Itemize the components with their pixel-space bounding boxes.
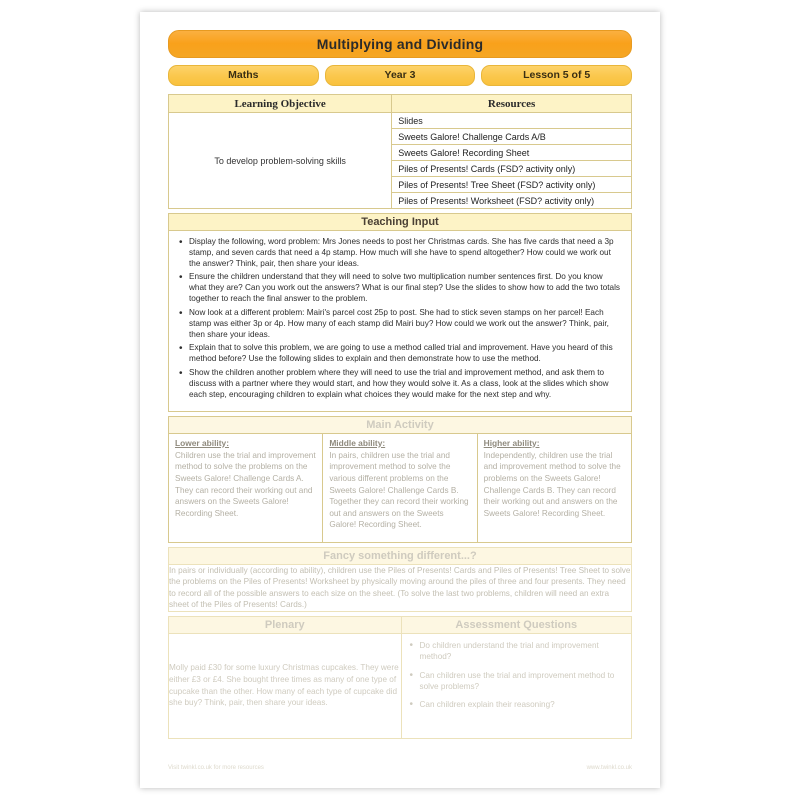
header-main-activity: Main Activity — [169, 416, 632, 433]
assessment-cell — [401, 633, 632, 738]
plenary-text: Molly paid £30 for some luxury Christmas cupcakes. They were either £3 or £4. She bought three times as many of one type of cupcake than the other. How many of each type of cupcake did she buy? Think, pair, then share your ideas. — [169, 633, 402, 738]
teaching-input-list — [169, 231, 631, 411]
header-fancy-something-different: Fancy something different...? — [169, 547, 632, 564]
document-page — [140, 12, 660, 788]
meta-pill-subject: Maths — [168, 65, 319, 86]
assessment-question-list — [402, 634, 632, 738]
ability-text-higher: Independently, children use the trial and improvement method to solve the problems on the Sweets Galore! Challenge Cards B. They can record their working out and answers on the Sweets Galore! Recording Sheet. — [483, 450, 621, 518]
teaching-input-item: • Now look at a different problem: Mairi's parcel cost 25p to post. She had to stick seven stamps on her parcel! Each stamp was either 3p or 4p. How many of each stamp did Mairi buy? How could we work out the answer? Think, pair, then share your ideas. — [179, 308, 621, 340]
fancy-something-different-text: In pairs or individually (according to ability), children use the Piles of Presents! Cards and Piles of Presents! Tree Sheet to solve the problems on the Piles of Presents! Worksheet by physically moving around the piles of three and four presents. They need to record all of the possible answers to each size on the sheet. (To solve the last two problems, children will need an extra sheet of the Piles of Presents! Cards.) — [169, 565, 631, 610]
teaching-input-table — [168, 213, 632, 412]
ability-label-higher: Higher ability: — [483, 437, 540, 448]
footer-left-text: Visit twinkl.co.uk for more resources — [168, 764, 264, 771]
page-title: Multiplying and Dividing — [168, 30, 632, 58]
ability-text-lower: Children use the trial and improvement method to solve the problems on the Sweets Galore! Challenge Cards A. They can record their working out and answers on the Sweets Galore! Recording Sheet. — [175, 450, 316, 518]
resource-item: Piles of Presents! Worksheet (FSD? activity only) — [398, 195, 595, 206]
main-activity-lower-cell — [169, 433, 323, 542]
header-assessment-questions: Assessment Questions — [401, 616, 632, 633]
teaching-input-item: • Display the following, word problem: Mrs Jones needs to post her Christmas cards. She has five cards that need a 3p stamp, and seven cards that need a 4p stamp. How much will she have to spend altogether? How could we work out the answer? Think, pair, then share your ideas. — [179, 237, 621, 269]
page-footer — [168, 765, 632, 771]
teaching-input-item: • Show the children another problem where they will need to use the trial and improvement method, and ask them to discuss with a partner where they would start, and how they would solve it. As a class, look at the slides which show each step, encouraging children to explain what choices they would make for the next step and why. — [179, 368, 621, 400]
meta-pill-lesson: Lesson 5 of 5 — [481, 65, 632, 86]
resource-item: Piles of Presents! Tree Sheet (FSD? activity only) — [392, 177, 631, 193]
assessment-question-item: • Do children understand the trial and improvement method? — [410, 640, 624, 663]
fancy-something-different-table — [168, 547, 632, 612]
main-activity-table — [168, 416, 632, 543]
ability-label-middle: Middle ability: — [329, 437, 386, 448]
main-activity-middle-cell — [323, 433, 477, 542]
ability-label-lower: Lower ability: — [175, 437, 229, 448]
ability-text-middle: In pairs, children use the trial and improvement method to solve the various different problems on the Sweets Galore! Challenge Cards B. Together they can record their working out and answers on the Sweets Galore! Recording Sheet. — [329, 450, 469, 530]
objective-resources-table — [168, 94, 632, 209]
teaching-input-item: • Explain that to solve this problem, we are going to use a method called trial and improvement. Have you heard of this method before? Use the following slides to explain and then demonstrate how to use the method. — [179, 343, 621, 365]
plenary-assessment-table — [168, 616, 632, 739]
meta-pill-row — [168, 65, 632, 86]
lesson-plan-sheet — [168, 30, 632, 771]
learning-objective-text: To develop problem-solving skills — [169, 113, 392, 209]
header-resources: Resources — [392, 95, 632, 113]
assessment-question-item: • Can children explain their reasoning? — [410, 699, 624, 710]
footer-right-text: www.twinkl.co.uk — [586, 764, 632, 771]
header-teaching-input: Teaching Input — [169, 214, 632, 231]
header-plenary: Plenary — [169, 616, 402, 633]
teaching-input-item: • Ensure the children understand that they will need to solve two multiplication number sentences first. Do you know what they are? Can you work out the answers? What is our final step? Use the slides to show how to add the two totals together to reach the final answer to the problem. — [179, 272, 621, 304]
assessment-question-item: • Can children use the trial and improvement method to solve problems? — [410, 670, 624, 693]
resources-cell — [392, 113, 632, 209]
resource-item: Slides — [392, 113, 631, 129]
resource-item: Sweets Galore! Challenge Cards A/B — [392, 129, 631, 145]
resource-item: Piles of Presents! Cards (FSD? activity only) — [392, 161, 631, 177]
header-learning-objective: Learning Objective — [169, 95, 392, 113]
teaching-input-cell — [169, 231, 632, 412]
resource-item: Sweets Galore! Recording Sheet — [392, 145, 631, 161]
meta-pill-year: Year 3 — [325, 65, 476, 86]
main-activity-higher-cell — [477, 433, 631, 542]
